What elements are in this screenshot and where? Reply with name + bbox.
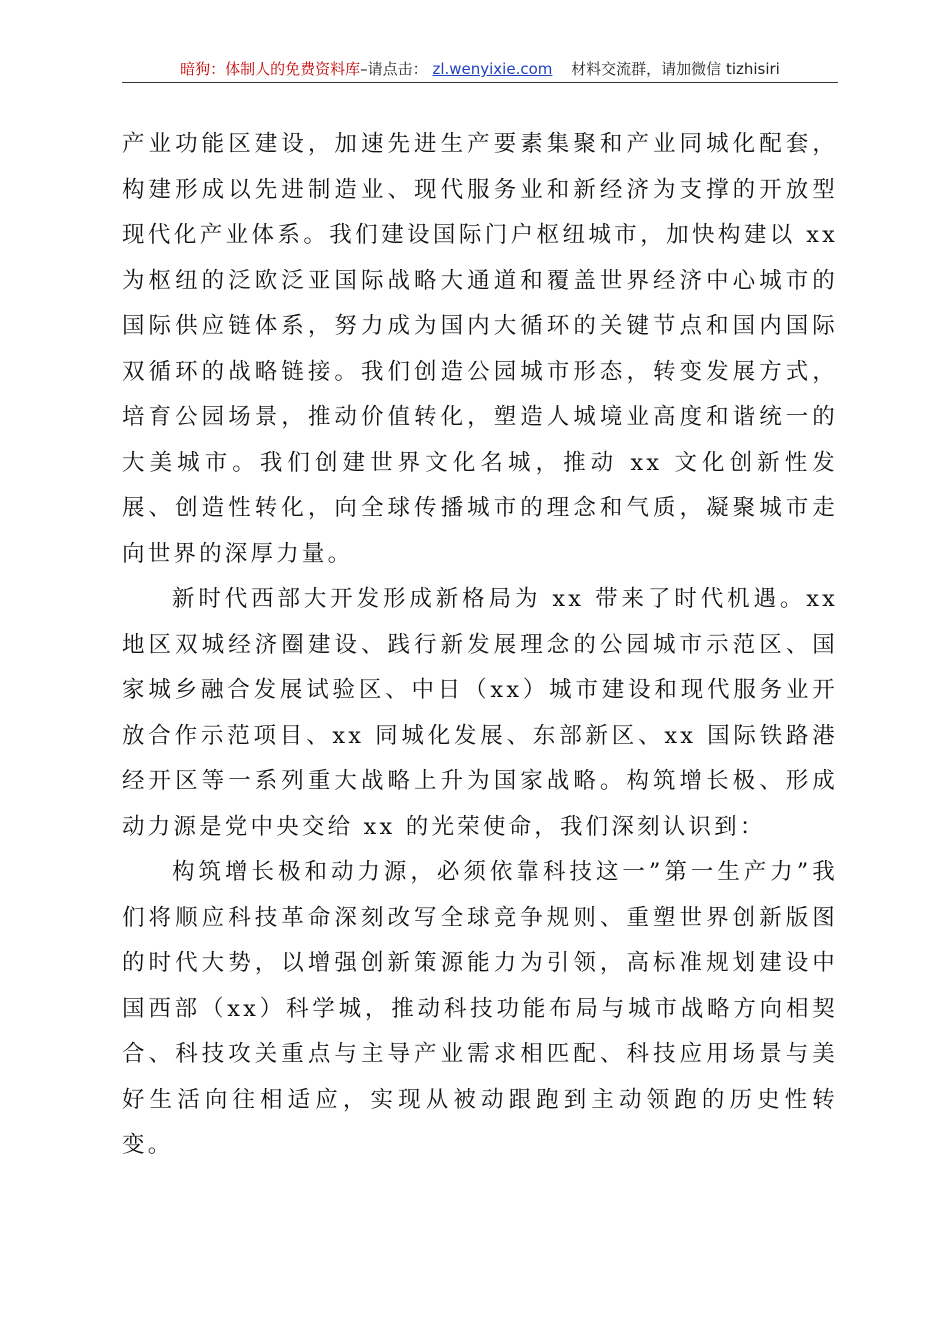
header-link[interactable]: zl.wenyixie.com — [432, 60, 553, 78]
paragraph: 新时代西部大开发形成新格局为 xx 带来了时代机遇。xx 地区双城经济圈建设、践行新发展理念的公园城市示范区、国家城乡融合发展试验区、中日（xx）城市建设和现代服务业开放合作示范项目、xx 同城化发展、东部新区、xx 国际铁路港经开区等一系列重大战略上升为国家战略。构筑增长极、形成动力源是党中央交给 xx 的光荣使命，我们深刻认识到： — [122, 586, 838, 840]
document-body — [122, 122, 838, 1169]
header-prompt: –请点击： — [360, 60, 428, 78]
paragraph: 构筑增长极和动力源，必须依靠科技这一”第一生产力”我们将顺应科技革命深刻改写全球竞争规则、重塑世界创新版图的时代大势，以增强创新策源能力为引领，高标准规划建设中国西部（xx）科学城，推动科技功能布局与城市战略方向相契合、科技攻关重点与主导产业需求相匹配、科技应用场景与美好生活向往相适应，实现从被动跟跑到主动领跑的历史性转变。 — [122, 859, 838, 1158]
paragraph: 产业功能区建设，加速先进生产要素集聚和产业同城化配套，构建形成以先进制造业、现代服务业和新经济为支撑的开放型现代化产业体系。我们建设国际门户枢纽城市，加快构建以 xx 为枢纽的泛欧泛亚国际战略大通道和覆盖世界经济中心城市的国际供应链体系，努力成为国内大循环的关键节点和国内国际双循环的战略链接。我们创造公园城市形态，转变发展方式，培育公园场景，推动价值转化，塑造人城境业高度和谐统一的大美城市。我们创建世界文化名城，推动 xx 文化创新性发展、创造性转化，向全球传播城市的理念和气质，凝聚城市走向世界的深厚力量。 — [122, 131, 838, 567]
page-header — [122, 58, 838, 83]
header-note: 材料交流群，请加微信 tizhisiri — [571, 60, 780, 78]
header-brand: 暗狗：体制人的免费资料库 — [180, 60, 361, 78]
